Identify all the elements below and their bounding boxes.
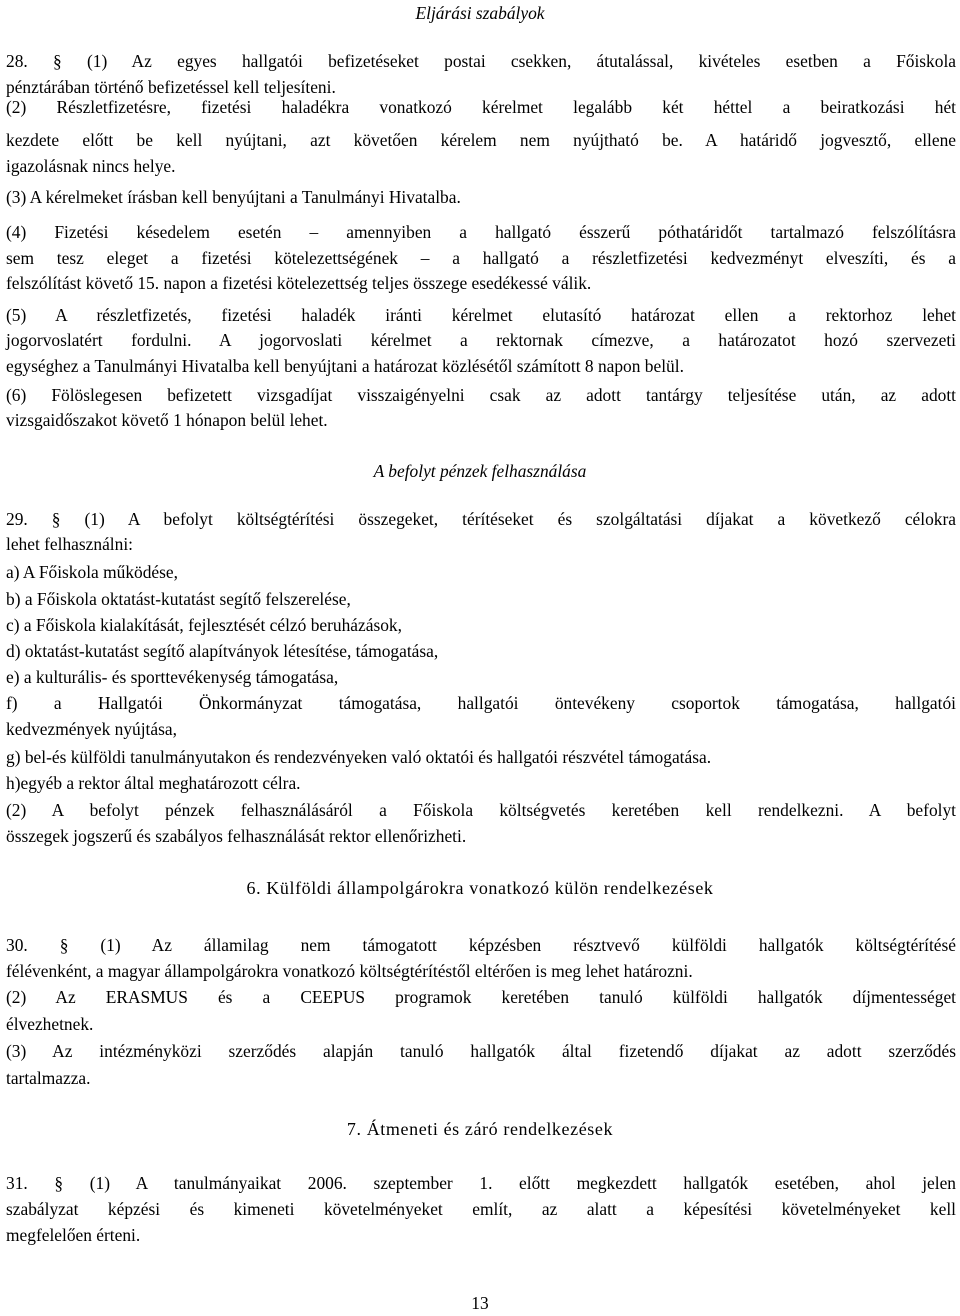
s28-line-3: (2) Részletfizetésre, fizetési haladékra vonatkozó kérelmet legalább két héttel a beiratkozási hét [6,97,956,117]
s28-line-11: jogorvoslatért fordulni. A jogorvoslati kérelmet a rektornak címezve, a határozatot hozó szervezeti [6,330,956,350]
s28-line-4: kezdete előtt be kell nyújtani, azt követően kérelem nem nyújtható be. A határidő jogvesztő, ellene [6,130,956,150]
s29-line-6: d) oktatást-kutatást segítő alapítványok létesítése, támogatása, [6,641,439,661]
s29-line-7: e) a kulturális- és sporttevékenység támogatása, [6,667,339,687]
page-number: 13 [471,1293,489,1313]
s29-line-5: c) a Főiskola kialakítását, fejlesztését célzó beruházások, [6,615,402,635]
s28-line-14: vizsgaidőszakot követő 1 hónapon belül lehet. [6,410,328,430]
s30-line-6: tartalmazza. [6,1068,91,1088]
s28-line-12: egységhez a Tanulmányi Hivatalba kell benyújtani a határozat közlésétől számított 8 napon belül. [6,356,684,376]
s28-line-1: 28. § (1) Az egyes hallgatói befizetéseket postai csekken, átutalással, kivételes esetben a Főiskola [6,51,956,71]
s31-line-2: szabályzat képzési és kimeneti követelményeket említ, az alatt a képesítési követelményeket kell [6,1199,956,1219]
s30-line-2: félévenként, a magyar állampolgárokra vonatkozó költségtérítéstől eltérően is meg lehet határozni. [6,961,693,981]
s31-line-1: 31. § (1) A tanulmányaikat 2006. szeptember 1. előtt megkezdett hallgatók esetében, ahol jelen [6,1173,956,1193]
s28-line-2: pénztárában történő befizetéssel kell teljesíteni. [6,77,336,97]
s29-line-9: kedvezmények nyújtása, [6,719,177,739]
s29-line-12: (2) A befolyt pénzek felhasználásáról a Főiskola költségvetés keretében kell rendelkezni. A befolyt [6,800,956,820]
s30-line-5: (3) Az intézményközi szerződés alapján tanuló hallgatók által fizetendő díjakat az adott szerződés [6,1041,956,1061]
heading-befolyt: A befolyt pénzek felhasználása [373,461,587,481]
s29-line-11: h)egyéb a rektor által meghatározott célra. [6,773,301,793]
s28-line-6: (3) A kérelmeket írásban kell benyújtani a Tanulmányi Hivatalba. [6,187,461,207]
s29-line-1: 29. § (1) A befolyt költségtérítési összegeket, térítéseket és szolgáltatási díjakat a következő célokra [6,509,956,529]
s29-line-2: lehet felhasználni: [6,534,133,554]
s29-line-10: g) bel-és külföldi tanulmányutakon és rendezvényeken való oktatói és hallgatói részvétel támogatása. [6,747,712,767]
s30-line-3: (2) Az ERASMUS és a CEEPUS programok keretében tanuló külföldi hallgatók díjmentességet [6,987,956,1007]
s29-line-3: a) A Főiskola működése, [6,562,178,582]
s28-line-8: sem tesz eleget a fizetési kötelezettségének – a hallgató a részletfizetési kedvezményt elveszíti, és a [6,248,956,268]
header-title: Eljárási szabályok [415,3,545,23]
s29-line-4: b) a Főiskola oktatást-kutatást segítő felszerelése, [6,589,351,609]
s29-line-8: f) a Hallgatói Önkormányzat támogatása, hallgatói öntevékeny csoportok támogatása, hallgatói [6,693,956,713]
s30-line-1: 30. § (1) Az államilag nem támogatott képzésben résztvevő külföldi hallgatók költségtérítésé [6,935,956,955]
s31-line-3: megfelelően érteni. [6,1225,141,1245]
s29-line-13: összegek jogszerű és szabályos felhasználását rektor ellenőrizheti. [6,826,467,846]
s28-line-9: felszólítást követő 15. napon a fizetési kötelezettség teljes összege esedékessé válik. [6,273,592,293]
s28-line-7: (4) Fizetési késedelem esetén – amennyiben a hallgató ésszerű póthatáridőt tartalmazó felszólításra [6,222,956,242]
heading-section-7: 7. Átmeneti és záró rendelkezések [346,1119,614,1139]
s28-line-10: (5) A részletfizetés, fizetési haladék iránti kérelmet elutasító határozat ellen a rektorhoz lehet [6,305,956,325]
s30-line-4: élvezhetnek. [6,1014,94,1034]
s28-line-5: igazolásnak nincs helye. [6,156,176,176]
heading-section-6: 6. Külföldi állampolgárokra vonatkozó külön rendelkezések [246,878,714,898]
s28-line-13: (6) Fölöslegesen befizetett vizsgadíjat visszaigényelni csak az adott tantárgy teljesítése után, az adott [6,385,956,405]
